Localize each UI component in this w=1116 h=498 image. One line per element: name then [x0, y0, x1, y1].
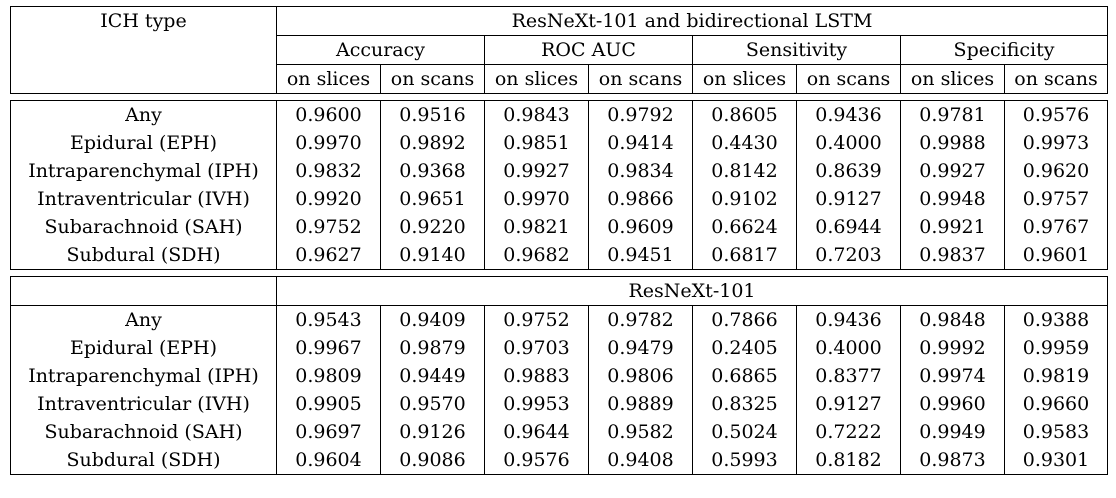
- ich-type-cell: Subdural (SDH): [11, 241, 277, 270]
- metric-value-cell: 0.9879: [381, 334, 485, 362]
- sub-header-scans: on scans: [381, 65, 485, 94]
- table-row: [11, 334, 1108, 362]
- ich-type-cell: Intraventricular (IVH): [11, 390, 277, 418]
- ich-type-cell: Subarachnoid (SAH): [11, 213, 277, 241]
- metric-value-cell: 0.9821: [485, 213, 589, 241]
- metric-value-cell: 0.9889: [589, 390, 693, 418]
- metric-value-cell: 0.9949: [901, 418, 1005, 446]
- metric-value-cell: 0.4430: [693, 129, 797, 157]
- metric-value-cell: 0.7866: [693, 306, 797, 335]
- metric-value-cell: 0.9436: [797, 101, 901, 130]
- metric-value-cell: 0.9140: [381, 241, 485, 270]
- ich-type-cell: Any: [11, 101, 277, 130]
- metric-value-cell: 0.9697: [277, 418, 381, 446]
- metric-value-cell: 0.9086: [381, 446, 485, 475]
- table-row: [11, 185, 1108, 213]
- metric-value-cell: 0.9883: [485, 362, 589, 390]
- ich-type-header: ICH type: [11, 7, 277, 36]
- ich-type-cell: Subarachnoid (SAH): [11, 418, 277, 446]
- ich-type-cell: Subdural (SDH): [11, 446, 277, 475]
- metric-value-cell: 0.9927: [485, 157, 589, 185]
- table-row: [11, 306, 1108, 335]
- table-row: [11, 418, 1108, 446]
- metric-value-cell: 0.9627: [277, 241, 381, 270]
- metric-value-cell: 0.9767: [1005, 213, 1108, 241]
- metric-value-cell: 0.6944: [797, 213, 901, 241]
- metric-header-roc-auc: ROC AUC: [485, 36, 693, 65]
- metric-value-cell: 0.9127: [797, 390, 901, 418]
- metric-value-cell: 0.5024: [693, 418, 797, 446]
- ich-type-cell: Intraventricular (IVH): [11, 185, 277, 213]
- metric-value-cell: 0.9570: [381, 390, 485, 418]
- table-header: [11, 7, 1108, 101]
- metric-value-cell: 0.9582: [589, 418, 693, 446]
- metric-value-cell: 0.9757: [1005, 185, 1108, 213]
- section-bilstm: [11, 101, 1108, 270]
- metric-header-sensitivity: Sensitivity: [693, 36, 901, 65]
- metric-value-cell: 0.9651: [381, 185, 485, 213]
- metric-value-cell: 0.9866: [589, 185, 693, 213]
- metric-value-cell: 0.9921: [901, 213, 1005, 241]
- metric-value-cell: 0.9449: [381, 362, 485, 390]
- metric-value-cell: 0.9959: [1005, 334, 1108, 362]
- metric-value-cell: 0.9126: [381, 418, 485, 446]
- metric-value-cell: 0.9837: [901, 241, 1005, 270]
- metric-value-cell: 0.8142: [693, 157, 797, 185]
- metric-value-cell: 0.9974: [901, 362, 1005, 390]
- metric-value-cell: 0.9792: [589, 101, 693, 130]
- metric-value-cell: 0.9873: [901, 446, 1005, 475]
- metric-value-cell: 0.9479: [589, 334, 693, 362]
- metric-value-cell: 0.8182: [797, 446, 901, 475]
- table-row: [11, 157, 1108, 185]
- metric-value-cell: 0.9583: [1005, 418, 1108, 446]
- ich-type-cell: Epidural (EPH): [11, 129, 277, 157]
- metric-value-cell: 0.6817: [693, 241, 797, 270]
- metric-value-cell: 0.9782: [589, 306, 693, 335]
- metric-header-specificity: Specificity: [901, 36, 1108, 65]
- table-row: [11, 241, 1108, 270]
- metric-value-cell: 0.9806: [589, 362, 693, 390]
- metric-value-cell: 0.9609: [589, 213, 693, 241]
- metric-value-cell: 0.9368: [381, 157, 485, 185]
- metric-value-cell: 0.9905: [277, 390, 381, 418]
- model-header-resnext: ResNeXt-101: [277, 277, 1108, 306]
- metric-value-cell: 0.9220: [381, 213, 485, 241]
- metric-value-cell: 0.9848: [901, 306, 1005, 335]
- ich-type-cell: Any: [11, 306, 277, 335]
- metric-header-accuracy: Accuracy: [277, 36, 485, 65]
- ich-type-cell: Intraparenchymal (IPH): [11, 362, 277, 390]
- results-table: [10, 6, 1108, 475]
- metric-value-cell: 0.9127: [797, 185, 901, 213]
- metric-value-cell: 0.9960: [901, 390, 1005, 418]
- model-header-bilstm: ResNeXt-101 and bidirectional LSTM: [277, 7, 1108, 36]
- metric-value-cell: 0.9600: [277, 101, 381, 130]
- metric-value-cell: 0.8639: [797, 157, 901, 185]
- metric-value-cell: 0.9892: [381, 129, 485, 157]
- metric-value-cell: 0.9948: [901, 185, 1005, 213]
- metric-value-cell: 0.9752: [277, 213, 381, 241]
- metric-value-cell: 0.9576: [485, 446, 589, 475]
- metric-value-cell: 0.9102: [693, 185, 797, 213]
- section-resnext: [11, 306, 1108, 475]
- table-row: [11, 129, 1108, 157]
- metric-value-cell: 0.9953: [485, 390, 589, 418]
- metric-value-cell: 0.9703: [485, 334, 589, 362]
- metric-value-cell: 0.9660: [1005, 390, 1108, 418]
- metric-value-cell: 0.9843: [485, 101, 589, 130]
- metric-value-cell: 0.9920: [277, 185, 381, 213]
- metric-value-cell: 0.6624: [693, 213, 797, 241]
- metric-value-cell: 0.9682: [485, 241, 589, 270]
- metric-value-cell: 0.9834: [589, 157, 693, 185]
- sub-header-slices: on slices: [693, 65, 797, 94]
- metric-value-cell: 0.4000: [797, 129, 901, 157]
- table-row: [11, 446, 1108, 475]
- metric-value-cell: 0.9414: [589, 129, 693, 157]
- section2-header: [11, 270, 1108, 306]
- metric-value-cell: 0.9781: [901, 101, 1005, 130]
- metric-value-cell: 0.9973: [1005, 129, 1108, 157]
- table-row: [11, 390, 1108, 418]
- metric-value-cell: 0.8605: [693, 101, 797, 130]
- metric-value-cell: 0.9543: [277, 306, 381, 335]
- metric-value-cell: 0.5993: [693, 446, 797, 475]
- sub-header-scans: on scans: [589, 65, 693, 94]
- ich-type-cell: Intraparenchymal (IPH): [11, 157, 277, 185]
- metric-value-cell: 0.9809: [277, 362, 381, 390]
- ich-type-cell: Epidural (EPH): [11, 334, 277, 362]
- metric-value-cell: 0.9819: [1005, 362, 1108, 390]
- metric-value-cell: 0.6865: [693, 362, 797, 390]
- metric-value-cell: 0.9576: [1005, 101, 1108, 130]
- metric-value-cell: 0.9752: [485, 306, 589, 335]
- metric-value-cell: 0.8325: [693, 390, 797, 418]
- sub-header-slices: on slices: [485, 65, 589, 94]
- metric-value-cell: 0.2405: [693, 334, 797, 362]
- metric-value-cell: 0.9601: [1005, 241, 1108, 270]
- sub-header-slices: on slices: [901, 65, 1005, 94]
- metric-value-cell: 0.7222: [797, 418, 901, 446]
- sub-header-scans: on scans: [1005, 65, 1108, 94]
- metric-value-cell: 0.9644: [485, 418, 589, 446]
- metric-value-cell: 0.9967: [277, 334, 381, 362]
- metric-value-cell: 0.9970: [485, 185, 589, 213]
- table-row: [11, 101, 1108, 130]
- metric-value-cell: 0.9970: [277, 129, 381, 157]
- metric-value-cell: 0.9409: [381, 306, 485, 335]
- metric-value-cell: 0.9620: [1005, 157, 1108, 185]
- metric-value-cell: 0.9832: [277, 157, 381, 185]
- metric-value-cell: 0.7203: [797, 241, 901, 270]
- metric-value-cell: 0.8377: [797, 362, 901, 390]
- metric-value-cell: 0.9988: [901, 129, 1005, 157]
- metric-value-cell: 0.9388: [1005, 306, 1108, 335]
- metric-value-cell: 0.9927: [901, 157, 1005, 185]
- metric-value-cell: 0.9604: [277, 446, 381, 475]
- sub-header-scans: on scans: [797, 65, 901, 94]
- sub-header-slices: on slices: [277, 65, 381, 94]
- metric-value-cell: 0.9301: [1005, 446, 1108, 475]
- table-row: [11, 213, 1108, 241]
- metric-value-cell: 0.9992: [901, 334, 1005, 362]
- metric-value-cell: 0.9851: [485, 129, 589, 157]
- metric-value-cell: 0.9408: [589, 446, 693, 475]
- metric-value-cell: 0.9451: [589, 241, 693, 270]
- metric-value-cell: 0.9516: [381, 101, 485, 130]
- table-row: [11, 362, 1108, 390]
- metric-value-cell: 0.4000: [797, 334, 901, 362]
- metric-value-cell: 0.9436: [797, 306, 901, 335]
